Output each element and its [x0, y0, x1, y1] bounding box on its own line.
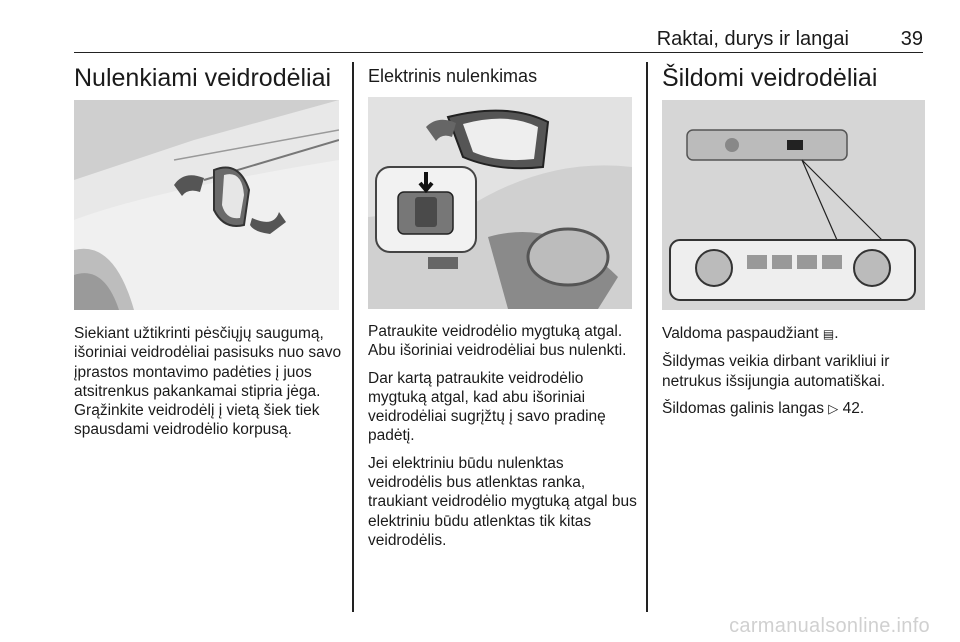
paragraph: Patraukite veidrodėlio mygtuką atgal. Abu išoriniai veidrodėliai bus nulenkti. [368, 323, 627, 360]
section-body [662, 324, 928, 426]
paragraph: Siekiant užtikrinti pėsčiųjų saugumą, išoriniai veidrodėliai pasisuks nuo savo įprastos montavimo padėties į juos atsitrenkus pakankamai stipria jėga. Grąžinkite veidrodėlį į vietą šiek tiek spausdami veidrodėlio korpusą. [74, 325, 342, 439]
rear-heat-icon: ▤ [822, 327, 835, 341]
paragraph: Dar kartą patraukite veidrodėlio mygtuką atgal, kad abu išoriniai veidrodėliai sugrįžtų į savo pradinę padėtį. [368, 369, 606, 445]
paragraph: Jei elektriniu būdu nulenktas veidrodėlis bus atlenktas ranka, traukiant veidrodėlio mygtuką atgal bus elektriniu būdu atlenktas tik kitas veidrodėlis. [368, 454, 637, 549]
section-body [74, 324, 342, 448]
figure-climate-panel [662, 100, 925, 310]
page-header [74, 24, 923, 53]
paragraph-text: Valdoma paspaudžiant [662, 325, 819, 342]
column-divider [352, 62, 354, 612]
paragraph-text: Šildomas galinis langas [662, 399, 824, 417]
reference-arrow-icon: ▷ [828, 400, 839, 416]
column-divider [646, 62, 648, 612]
page-reference[interactable]: 42. [842, 399, 865, 417]
page-number: 39 [900, 28, 923, 50]
paragraph [662, 324, 928, 344]
section-heading: Nulenkiami veidrodėliai [74, 64, 332, 92]
watermark: carmanualsonline.info [729, 615, 930, 637]
section-body [368, 322, 640, 558]
paragraph [662, 399, 928, 418]
section-heading: Šildomi veidrodėliai [662, 64, 878, 92]
paragraph: Šildymas veikia dirbant varikliui ir netrukus išsijungia automatiškai. [662, 353, 890, 390]
header-title: Raktai, durys ir langai [656, 28, 849, 50]
section-heading: Elektrinis nulenkimas [368, 66, 538, 86]
figure-fold-button [368, 97, 632, 309]
paragraph-end: . [834, 325, 839, 342]
figure-mirror-fold [74, 100, 339, 310]
